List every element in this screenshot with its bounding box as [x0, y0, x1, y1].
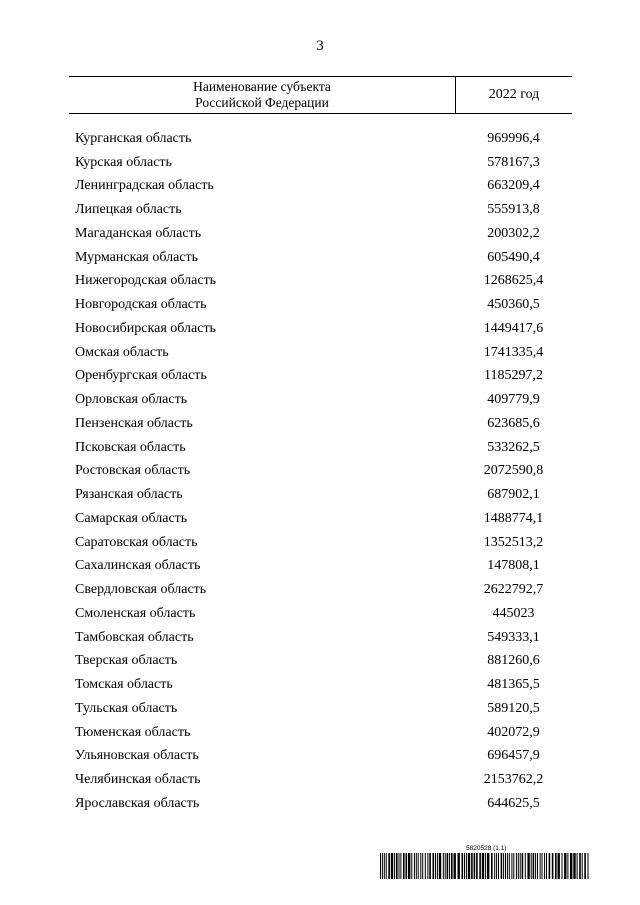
region-value: 1352513,2: [483, 534, 544, 550]
region-value: 2153762,2: [483, 772, 544, 788]
region-name: Новосибирская область: [75, 320, 216, 336]
table-row: [69, 673, 572, 697]
region-name: Ленинградская область: [75, 178, 214, 194]
region-name: Тульская область: [75, 700, 178, 716]
region-value: 2622792,7: [483, 582, 544, 598]
table-body: [69, 127, 572, 816]
header-subject-name: [69, 77, 456, 113]
region-value: 605490,4: [487, 249, 540, 265]
table-row: [69, 745, 572, 769]
table-row: [69, 768, 572, 792]
region-value: 549333,1: [487, 629, 540, 645]
table-row: [69, 460, 572, 484]
region-name: Орловская область: [75, 392, 188, 408]
region-name: Рязанская область: [75, 487, 183, 503]
table-row: [69, 127, 572, 151]
region-value: 1488774,1: [483, 510, 544, 526]
region-value: 644625,5: [487, 795, 540, 811]
table-row: [69, 792, 572, 816]
region-name: Тамбовская область: [75, 629, 194, 645]
table-row: [69, 650, 572, 674]
region-value: 445023: [492, 605, 535, 621]
region-name: Омская область: [75, 344, 169, 360]
table-row: [69, 626, 572, 650]
region-value: 623685,6: [487, 415, 540, 431]
region-value: 409779,9: [487, 392, 540, 408]
region-value: 555913,8: [487, 202, 540, 218]
table-row: [69, 412, 572, 436]
region-name: Ярославская область: [75, 795, 200, 811]
region-value: 533262,5: [487, 439, 540, 455]
region-name: Тверская область: [75, 653, 178, 669]
table-row: [69, 246, 572, 270]
region-value: 1185297,2: [484, 368, 543, 384]
table-row: [69, 578, 572, 602]
table-row: [69, 198, 572, 222]
table-row: [69, 697, 572, 721]
table-header: [69, 76, 572, 114]
table-row: [69, 436, 572, 460]
region-name: Смоленская область: [75, 605, 196, 621]
region-name: Ростовская область: [75, 463, 191, 479]
region-name: Свердловская область: [75, 582, 207, 598]
table-row: [69, 365, 572, 389]
table-row: [69, 531, 572, 555]
region-value: 1741335,4: [483, 344, 544, 360]
region-value: 589120,5: [487, 700, 540, 716]
region-name: Псковская область: [75, 439, 186, 455]
region-value: 1268625,4: [483, 273, 544, 289]
region-value: 200302,2: [487, 225, 540, 241]
region-name: Курганская область: [75, 130, 192, 146]
table-row: [69, 293, 572, 317]
region-value: 450360,5: [487, 297, 540, 313]
table-row: [69, 721, 572, 745]
region-name: Сахалинская область: [75, 558, 201, 574]
region-name: Магаданская область: [75, 225, 202, 241]
region-value: 696457,9: [487, 748, 540, 764]
table-row: [69, 317, 572, 341]
region-name: Челябинская область: [75, 772, 201, 788]
region-name: Мурманская область: [75, 249, 199, 265]
region-value: 1449417,6: [483, 320, 544, 336]
region-value: 402072,9: [487, 724, 540, 740]
region-name: Новгородская область: [75, 297, 207, 313]
table-row: [69, 270, 572, 294]
region-name: Ульяновская область: [75, 748, 199, 764]
barcode-image: [380, 853, 590, 879]
header-name-line2: Российской Федерации: [195, 95, 329, 110]
region-name: Оренбургская область: [75, 368, 207, 384]
page-number: 3: [316, 38, 324, 54]
region-name: Пензенская область: [75, 415, 193, 431]
table-row: [69, 151, 572, 175]
table-row: [69, 483, 572, 507]
region-value: 147808,1: [487, 558, 540, 574]
region-name: Тюменская область: [75, 724, 191, 740]
region-value: 663209,4: [487, 178, 540, 194]
table-row: [69, 555, 572, 579]
table-row: [69, 175, 572, 199]
region-name: Томская область: [75, 677, 173, 693]
region-name: Нижегородская область: [75, 273, 217, 289]
region-name: Липецкая область: [75, 202, 182, 218]
region-value: 969996,4: [487, 130, 540, 146]
table-row: [69, 388, 572, 412]
table-row: [69, 341, 572, 365]
table-row: [69, 507, 572, 531]
header-name-line1: Наименование субъекта: [193, 79, 331, 94]
region-value: 578167,3: [487, 154, 540, 170]
region-value: 481365,5: [487, 677, 540, 693]
header-year: 2022 год: [488, 87, 540, 102]
region-name: Самарская область: [75, 510, 188, 526]
region-name: Курская область: [75, 154, 172, 170]
region-value: 2072590,8: [483, 463, 544, 479]
region-name: Саратовская область: [75, 534, 198, 550]
region-value: 881260,6: [487, 653, 540, 669]
region-value: 687902,1: [487, 487, 540, 503]
barcode-caption: 5820528 (1.1): [466, 845, 507, 852]
table-row: [69, 222, 572, 246]
table-row: [69, 602, 572, 626]
